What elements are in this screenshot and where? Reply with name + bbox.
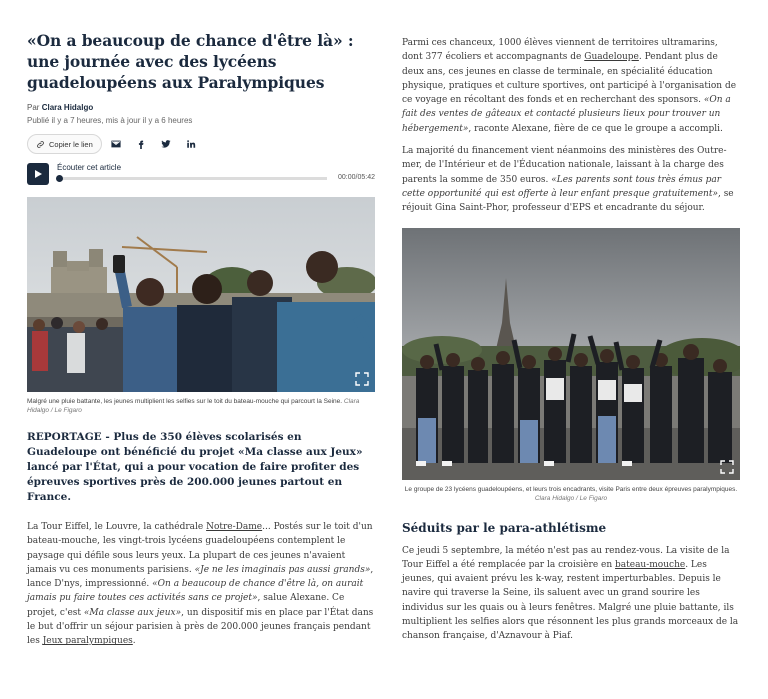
paragraph-text: , raconte Alexane, fière de ce que le groupe a accompli. [468, 123, 723, 134]
article-lead: REPORTAGE - Plus de 350 élèves scolarisés en Guadeloupe ont bénéficié du projet «Ma classe aux Jeux» lancé par l'État, qui a pour vocation de faire profiter des épreuves sportives près de 200.000 jeunes partout en France. [27, 431, 363, 503]
listen-label: Écouter cet article [57, 163, 122, 172]
quote-text: «On a beaucoup de chance d'être là, on aurait jamais pu faire toutes ces activités sans ce projet» [27, 579, 364, 604]
audio-player [27, 163, 375, 189]
audio-controls [57, 163, 375, 180]
audio-progress-bar[interactable] [57, 177, 327, 180]
copy-link-button[interactable] [27, 134, 102, 154]
article-title: «On a beaucoup de chance d'être là» : une journée avec des lycéens guadeloupéens aux Paralympiques [27, 31, 354, 92]
inline-link[interactable]: Notre-Dame [206, 522, 263, 532]
linkedin-icon[interactable] [180, 134, 202, 154]
paragraph-text: , lance D'nys, impressionné. [27, 564, 374, 590]
paragraph-text: Ce jeudi 5 septembre, la météo n'est pas au rendez-vous. La visite de la Tour Eiffel a été remplacée par la croisière en [402, 545, 730, 570]
expand-icon[interactable] [720, 460, 734, 474]
section-heading: Séduits par le para-athlétisme [402, 520, 607, 535]
mail-icon[interactable] [105, 134, 127, 154]
photo2-caption [402, 485, 740, 503]
article-photo-boat[interactable] [27, 197, 375, 392]
play-button[interactable] [27, 163, 49, 185]
paragraph-text: La majorité du financement vient néanmoins des ministères des Outre-mer, de l'Intérieur et de l'Éducation nationale, laissant à la charge des parents la somme de 350 euros. [402, 146, 727, 185]
byline [27, 103, 375, 112]
paragraph-text: , se réjouit Gina Saint-Phor, professeur d'EPS et encadrante du séjour. [402, 188, 734, 214]
audio-time: 00:00/05:42 [338, 174, 375, 181]
paragraph-text: . Les jeunes, qui avaient prévu les k-way, restent imperturbables. Depuis le navire qui traverse la Seine, ils saluent avec un grand sourire les individus sur les quais ou à leurs fenêtres. Malgré une pluie battante, ils multiplient les selfies alors que résonnent les plus grands morceaux de la chanson française, d'Aznavour à Piaf. [402, 559, 739, 642]
play-icon [33, 169, 43, 179]
photo2-credit: Clara Hidalgo / Le Figaro [534, 494, 608, 502]
quote-text: «Je ne les imaginais pas aussi grands» [194, 564, 371, 575]
left-column [27, 30, 375, 649]
twitter-icon[interactable] [155, 134, 177, 154]
copy-link-label: Copier le lien [49, 139, 93, 149]
quote-text: «Ma classe aux jeux» [83, 607, 182, 618]
quote-text: «Les parents sont tous très émus par cette opportunité qui est offerte à leur enfant presque gratuitement» [402, 174, 722, 199]
inline-link[interactable]: Jeux paralympiques [42, 636, 133, 647]
right-paragraph-1 [402, 36, 740, 136]
author-link[interactable]: Clara Hidalgo [41, 103, 94, 112]
paragraph-text: . [132, 636, 136, 647]
inline-link[interactable]: bateau-mouche [615, 559, 686, 570]
publication-date: Publié il y a 7 heures, mis à jour il y a 6 heures [27, 116, 193, 125]
right-paragraph-3 [402, 544, 740, 644]
article-photo-group[interactable] [402, 228, 740, 480]
facebook-icon[interactable] [130, 134, 152, 154]
photo-group-eiffel [402, 228, 740, 480]
paragraph-text: Parmi ces chanceux, 1000 élèves viennent de territoires ultramarins, dont 377 écoliers et accompagnants de [402, 38, 718, 63]
expand-icon[interactable] [355, 372, 369, 386]
inline-link[interactable]: Guadeloupe [584, 52, 639, 63]
link-icon [36, 140, 45, 149]
paragraph-text: La Tour Eiffel, le Louvre, la cathédrale [27, 522, 207, 532]
audio-scrubber[interactable] [56, 175, 63, 182]
photo1-caption-text: Malgré une pluie battante, les jeunes multiplient les selfies sur le toit du bateau-mouche qui parcourt la Seine. [27, 398, 343, 405]
photo1-caption [27, 397, 375, 415]
left-paragraph [27, 520, 375, 649]
paragraph-text: , salue Alexane. Ce projet, c'est [27, 593, 345, 618]
paragraph-text: . Pendant plus de deux ans, ces jeunes en classe de terminale, en spécialité éducation physique, pratiques et culture sportives, ont participé à l'organisation de ce voyage en récoltant des fonds et en recherchant des sponsors. [402, 52, 737, 106]
photo2-caption-text: Le groupe de 23 lycéens guadeloupéens, et leurs trois encadrants, visite Paris entre deux épreuves paralympiques. [404, 485, 738, 493]
photo-boat-selfie [27, 197, 375, 392]
right-column [402, 36, 740, 644]
right-paragraph-2 [402, 144, 740, 215]
paragraph-text: , un dispositif mis en place par l'État dans le but d'offrir un séjour parisien à près de 200.000 jeunes français pendant les [27, 607, 374, 647]
share-bar [27, 134, 375, 154]
photo1-credit: Clara Hidalgo / Le Figaro [27, 398, 360, 414]
byline-prefix: Par [27, 103, 40, 112]
quote-text: «On a fait des ventes de gâteaux et contacté plusieurs lieux pour trouver un hébergement» [402, 95, 731, 134]
paragraph-text: ... Postés sur le toit d'un bateau-mouche, les vingt-trois lycéens guadeloupéens contemplent le paysage qui défile sous leurs yeux. La plupart de ces jeunes n'avaient jamais vu ces monuments parisiens. [27, 522, 373, 575]
